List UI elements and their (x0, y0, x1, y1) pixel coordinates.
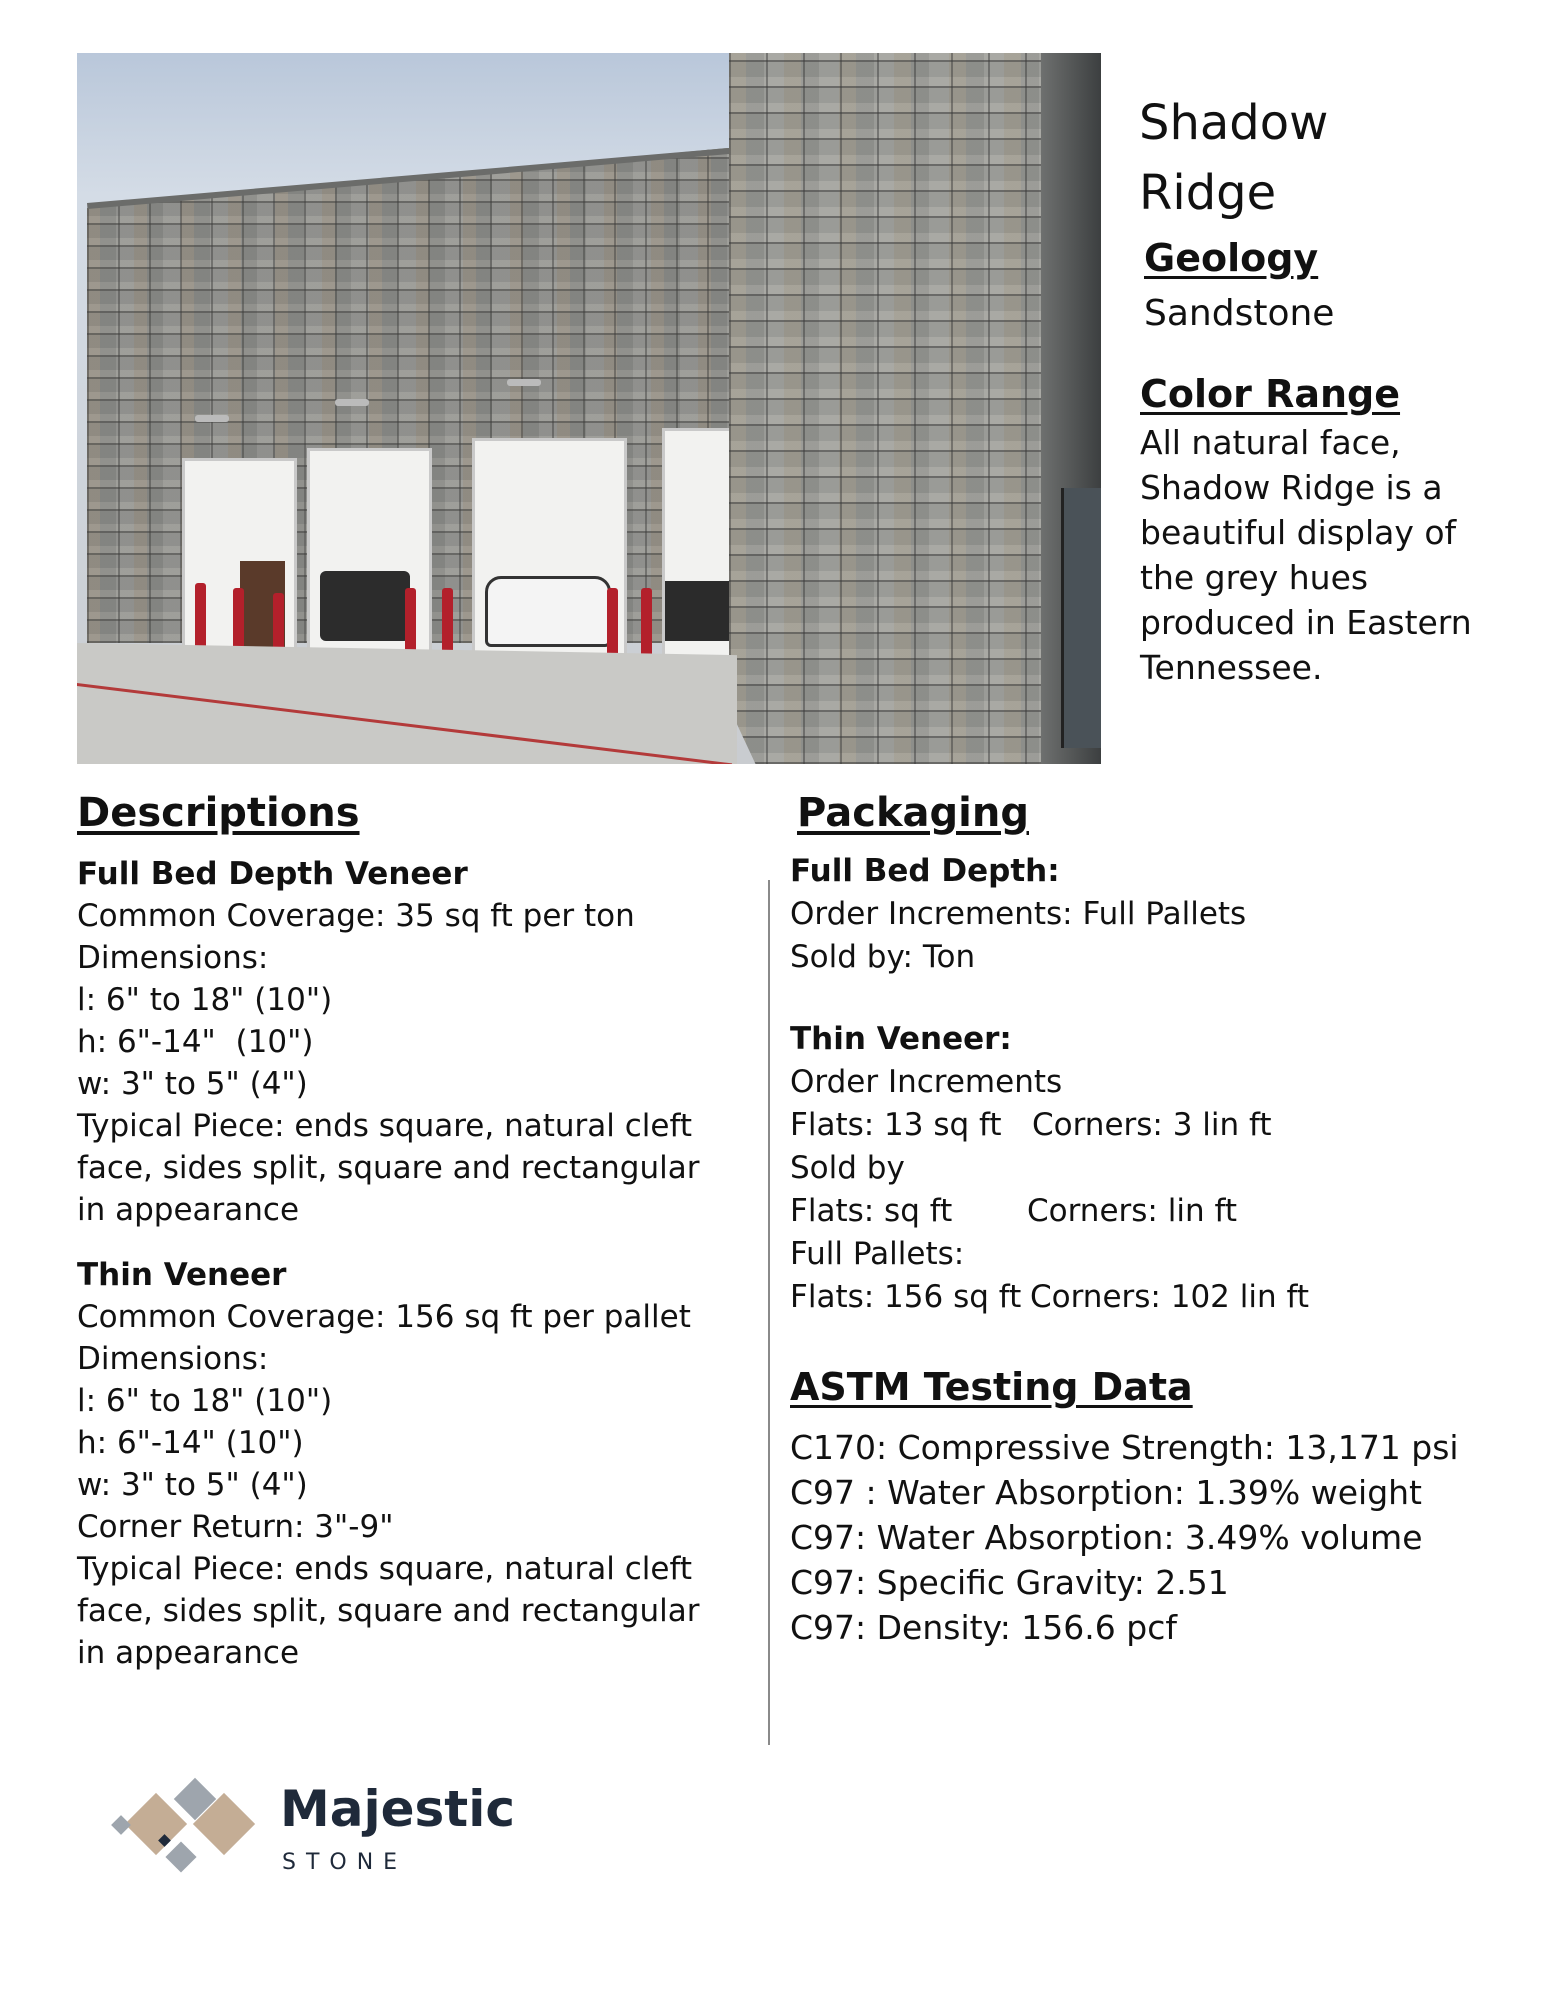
astm-line: C97: Density: 156.6 pcf (790, 1608, 1177, 1647)
full-bed-line: w: 3" to 5" (4") (77, 1066, 308, 1102)
full-bed-line: l: 6" to 18" (10") (77, 982, 333, 1018)
thin-veneer-description (77, 1254, 717, 1674)
full-bed-line: Common Coverage: 35 sq ft per ton (77, 898, 635, 934)
packaging-full-pallets-label: Full Pallets: (790, 1236, 965, 1272)
majestic-stone-logo (110, 1780, 515, 1890)
packaging-heading: Packaging (797, 790, 1029, 836)
pavement (77, 643, 737, 764)
packaging-order-increments-label: Order Increments (790, 1064, 1063, 1100)
geology-heading: Geology (1144, 236, 1319, 280)
thin-veneer-line: Corner Return: 3"-9" (77, 1509, 394, 1545)
wall-light (335, 399, 369, 406)
bollard (442, 588, 453, 658)
pallet-flats: Flats: 156 sq ft (790, 1279, 1022, 1315)
color-range-heading: Color Range (1140, 372, 1401, 416)
packaging-full-bed-title: Full Bed Depth: (790, 853, 1060, 889)
bollard (607, 588, 618, 663)
logo-wordmark: Majestic (280, 1780, 515, 1838)
color-range-text: All natural face, Shadow Ridge is a beautiful display of the grey hues produced in Eastern Tennessee. (1140, 423, 1472, 687)
order-corners: Corners: 3 lin ft (1032, 1107, 1272, 1143)
astm-line: C97: Water Absorption: 3.49% volume (790, 1518, 1423, 1557)
full-bed-title: Full Bed Depth Veneer (77, 856, 468, 892)
full-bed-line: Dimensions: (77, 940, 269, 976)
thin-veneer-line: Dimensions: (77, 1341, 269, 1377)
stone-tower (729, 53, 1061, 764)
sold-corners: Corners: lin ft (1027, 1193, 1237, 1229)
astm-line: C170: Compressive Strength: 13,171 psi (790, 1428, 1459, 1467)
geology-value: Sandstone (1144, 293, 1335, 334)
astm-line: C97: Specific Gravity: 2.51 (790, 1563, 1229, 1602)
wall-light (195, 415, 229, 422)
full-bed-line: h: 6"-14" (10") (77, 1024, 314, 1060)
pallet-corners: Corners: 102 lin ft (1030, 1279, 1309, 1315)
packaging-full-bed-sold-by: Sold by: Ton (790, 939, 976, 975)
packaging-sold-by-label: Sold by (790, 1150, 905, 1186)
bollard (233, 588, 244, 653)
astm-line: C97 : Water Absorption: 1.39% weight (790, 1473, 1422, 1512)
logo-mark-grey-left (111, 1815, 131, 1835)
bollard (405, 588, 416, 658)
full-bed-typical-piece: Typical Piece: ends square, natural cleft face, sides split, square and rectangular in appearance (77, 1108, 700, 1228)
thin-veneer-title: Thin Veneer (77, 1257, 287, 1293)
wall-light (507, 379, 541, 386)
product-name: Shadow Ridge (1139, 95, 1329, 221)
thin-veneer-line: l: 6" to 18" (10") (77, 1383, 333, 1419)
packaging-full-bed (790, 850, 1490, 979)
thin-veneer-line: Common Coverage: 156 sq ft per pallet (77, 1299, 691, 1335)
bollard (641, 588, 652, 663)
descriptions-heading: Descriptions (77, 790, 360, 836)
order-flats: Flats: 13 sq ft (790, 1107, 1002, 1143)
packaging-thin-veneer (790, 1018, 1490, 1319)
astm-data (790, 1425, 1510, 1650)
building-photo (77, 53, 1101, 764)
astm-heading: ASTM Testing Data (790, 1365, 1193, 1409)
column-divider (768, 880, 770, 1745)
sold-flats: Flats: sq ft (790, 1193, 953, 1229)
thin-veneer-typical-piece: Typical Piece: ends square, natural cleft face, sides split, square and rectangular in appearance (77, 1551, 700, 1671)
glass-door (1061, 488, 1101, 748)
thin-veneer-line: w: 3" to 5" (4") (77, 1467, 308, 1503)
logo-subtitle: STONE (282, 1850, 408, 1875)
full-bed-description (77, 853, 717, 1231)
logo-mark-grey-bottom (165, 1841, 196, 1872)
bollard (195, 583, 206, 653)
packaging-full-bed-order: Order Increments: Full Pallets (790, 896, 1247, 932)
packaging-thin-veneer-title: Thin Veneer: (790, 1021, 1012, 1057)
thin-veneer-line: h: 6"-14" (10") (77, 1425, 304, 1461)
